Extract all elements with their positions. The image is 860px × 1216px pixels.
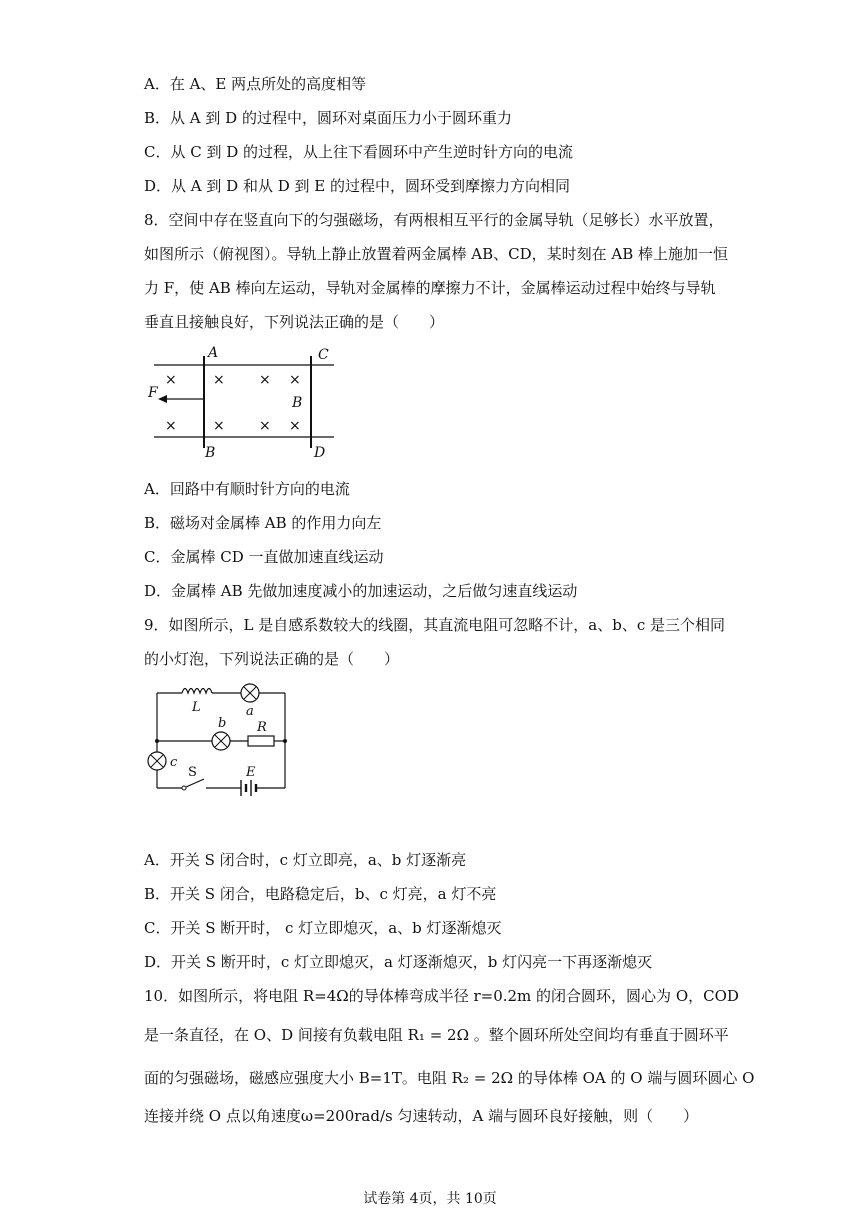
q9-option-b: B．开关 S 闭合，电路稳定后，b、c 灯亮，a 灯不亮 — [144, 885, 497, 903]
force-arrow-icon — [158, 395, 167, 403]
q8-option-c: C．金属棒 CD 一直做加速直线运动 — [144, 548, 384, 566]
label-d: D — [314, 445, 326, 461]
field-cross: × — [213, 418, 225, 434]
q9-stem-line1: 9．如图所示，L 是自感系数较大的线圈，其直流电阻可忽略不计，a、b、c 是三个相同 — [144, 616, 725, 634]
label-c: C — [318, 347, 329, 363]
field-cross: × — [289, 418, 301, 434]
q7-option-c: C．从 C 到 D 的过程，从上往下看圆环中产生逆时针方向的电流 — [144, 143, 574, 161]
q8-stem-line1: 8．空间中存在竖直向下的匀强磁场，有两根相互平行的金属导轨（足够长）水平放置， — [144, 211, 724, 229]
field-cross: × — [165, 372, 177, 388]
q7-option-d: D．从 A 到 D 和从 D 到 E 的过程中，圆环受到摩擦力方向相同 — [144, 177, 571, 195]
q9-option-d: D．开关 S 断开时，c 灯立即熄灭，a 灯逐渐熄灭，b 灯闪亮一下再逐渐熄灭 — [144, 953, 653, 971]
label-e: E — [246, 765, 256, 780]
label-b: B — [205, 445, 216, 461]
label-b-field: B — [292, 395, 303, 411]
q8-stem-line2: 如图所示（俯视图）。导轨上静止放置着两金属棒 AB、CD，某时刻在 AB 棒上施加一恒 — [144, 245, 729, 263]
q8-stem-line4: 垂直且接触良好，下列说法正确的是（ ） — [144, 313, 445, 331]
field-cross: × — [213, 372, 225, 388]
label-lamp-a: a — [246, 704, 254, 719]
q9-stem-line2: 的小灯泡，下列说法正确的是（ ） — [144, 650, 400, 668]
label-r: R — [257, 720, 267, 735]
switch-icon — [186, 779, 204, 787]
label-lamp-b: b — [218, 716, 227, 731]
field-cross: × — [259, 372, 271, 388]
q8-option-d: D．金属棒 AB 先做加速度减小的加速运动，之后做匀速直线运动 — [144, 582, 578, 600]
field-cross: × — [259, 418, 271, 434]
q8-rails-figure — [148, 344, 348, 462]
inductor-icon — [182, 689, 212, 694]
q8-option-a: A．回路中有顺时针方向的电流 — [144, 480, 350, 498]
q8-option-b: B．磁场对金属棒 AB 的作用力向左 — [144, 514, 382, 532]
q10-stem-line4: 连接并绕 O 点以角速度ω=200rad/s 匀速转动，A 端与圆环良好接触，则（ ） — [144, 1107, 699, 1125]
q10-stem-line2: 是一条直径，在 O、D 间接有负载电阻 R₁ = 2Ω 。整个圆环所处空间均有垂直于圆环平 — [144, 1026, 729, 1044]
label-s: S — [188, 765, 197, 780]
q10-stem-line3: 面的匀强磁场，磁感应强度大小 B=1T。电阻 R₂ = 2Ω 的导体棒 OA 的 O 端与圆环圆心 O — [144, 1069, 755, 1087]
field-cross: × — [165, 418, 177, 434]
label-a: A — [208, 345, 219, 361]
field-cross: × — [289, 372, 301, 388]
q9-circuit-figure — [144, 680, 294, 798]
q7-option-a: A．在 A、E 两点所处的高度相等 — [144, 75, 367, 93]
q9-option-a: A．开关 S 闭合时，c 灯立即亮，a、b 灯逐渐亮 — [144, 851, 467, 869]
label-l: L — [192, 700, 201, 715]
q10-stem-line1: 10．如图所示，将电阻 R=4Ω的导体棒弯成半径 r=0.2m 的闭合圆环，圆心为 O，COD — [144, 987, 739, 1005]
q7-option-b: B．从 A 到 D 的过程中，圆环对桌面压力小于圆环重力 — [144, 109, 512, 127]
q8-stem-line3: 力 F，使 AB 棒向左运动，导轨对金属棒的摩擦力不计，金属棒运动过程中始终与导轨 — [144, 279, 716, 297]
label-f: F — [148, 385, 158, 401]
page-footer: 试卷第 4页，共 10页 — [363, 1191, 497, 1207]
q9-option-c: C．开关 S 断开时， c 灯立即熄灭，a、b 灯逐渐熄灭 — [144, 919, 502, 937]
label-lamp-c: c — [170, 755, 178, 770]
resistor-icon — [248, 736, 274, 746]
